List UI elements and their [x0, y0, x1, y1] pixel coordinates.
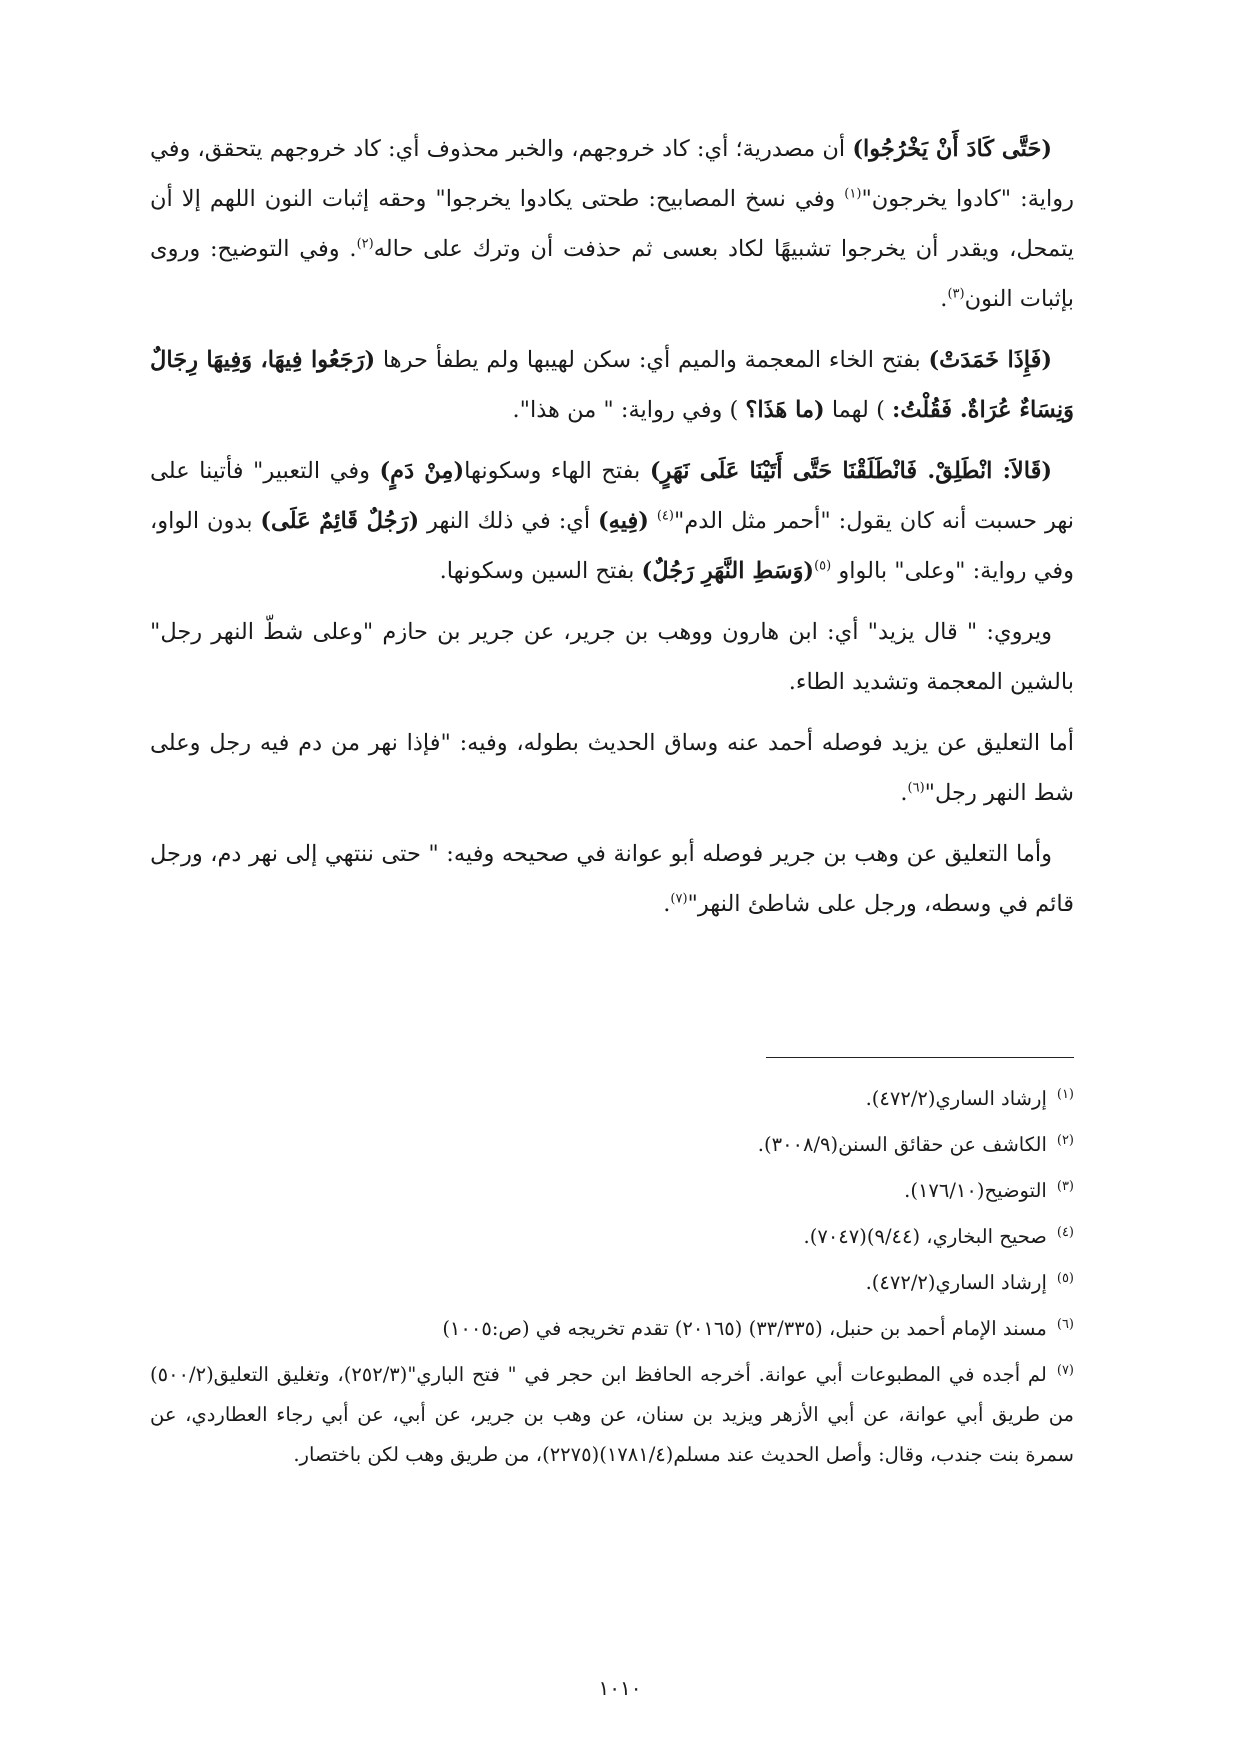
footnote	[150, 1305, 1074, 1349]
commentary-text: أما التعليق عن يزيد فوصله أحمد عنه وساق الحديث بطوله، وفيه: "فإذا نهر من دم فيه رجل وعلى شط النهر رجل"	[150, 730, 1074, 806]
footnote-number: (٢)	[1056, 1133, 1074, 1148]
paragraph	[150, 718, 1074, 818]
footnote-number: (٤)	[1056, 1225, 1074, 1240]
footnote	[150, 1167, 1074, 1211]
footnote	[150, 1351, 1074, 1475]
commentary-text: .	[663, 891, 671, 917]
paragraph	[150, 446, 1074, 596]
footnote-text: مسند الإمام أحمد بن حنبل، (٣٣/٣٣٥) (٢٠١٦٥) تقدم تخريجه في (ص:١٠٠٥)	[442, 1317, 1047, 1340]
footnote-text: صحيح البخاري، (٩/٤٤)(٧٠٤٧).	[803, 1225, 1047, 1248]
footnote-ref: (٦)	[907, 780, 925, 796]
commentary-text: بفتح الخاء المعجمة والميم أي: سكن لهيبها ولم يطفأ حرها	[375, 347, 929, 373]
footnote	[150, 1075, 1074, 1119]
paragraph	[150, 607, 1074, 707]
footnotes	[150, 1075, 1074, 1477]
footnote-ref: (٢)	[356, 236, 374, 252]
footnote-number: (٥)	[1056, 1271, 1074, 1286]
paragraph	[150, 335, 1074, 435]
commentary-text: ) لهما	[824, 397, 892, 423]
commentary-text: وأما التعليق عن وهب بن جرير فوصله أبو عوانة في صحيحه وفيه: " حتى ننتهي إلى نهر دم، ورجل قائم في وسطه، ورجل على شاطئ النهر"	[150, 841, 1074, 917]
commentary-text: . وفي التوضيح: وروى بإثبات النون	[150, 236, 1074, 312]
quoted-hadith-text: (حَتَّى كَادَ أَنْ يَخْرُجُوا)	[852, 136, 1052, 162]
quoted-hadith-text: (رَجَعُوا فِيهَا، وَفِيهَا رِجَالٌ وَنِسَاءٌ عُرَاةٌ. فَقُلْتُ:	[150, 347, 1074, 423]
commentary-text	[649, 508, 657, 534]
commentary-text: بفتح الهاء وسكونها	[464, 458, 650, 484]
footnote-text: إرشاد الساري(٤٧٢/٢).	[865, 1271, 1047, 1294]
paragraph	[150, 124, 1074, 324]
commentary-text: ) وفي رواية: " من هذا".	[512, 397, 746, 423]
quoted-hadith-text: (رَجُلٌ قَائِمٌ عَلَى)	[260, 508, 420, 534]
commentary-text: .	[900, 780, 908, 806]
footnote-ref: (٧)	[670, 891, 688, 907]
footnote-number: (٧)	[1056, 1363, 1074, 1378]
footnote-number: (٦)	[1056, 1317, 1074, 1332]
footnote-text: الكاشف عن حقائق السنن(٣٠٠٨/٩).	[757, 1133, 1047, 1156]
page-number: ١٠١٠	[598, 1676, 642, 1700]
commentary-text: .	[940, 286, 948, 312]
footnote-text: لم أجده في المطبوعات أبي عوانة. أخرجه الحافظ ابن حجر في " فتح الباري"(٢٥٢/٣)، وتغليق التعليق(٥٠٠/٢) من طريق أبي عوانة، عن أبي الأزهر ويزيد بن سنان، عن وهب بن جرير، عن أبي، عن أبي رجاء العطاردي، عن سمرة بنت جندب، وقال: وأصل الحديث عند مسلم(١٧٨١/٤)(٢٢٧٥)، من طريق وهب لكن باختصار.	[150, 1363, 1074, 1466]
footnote	[150, 1121, 1074, 1165]
quoted-hadith-text: (فَإِذَا خَمَدَتْ)	[928, 347, 1052, 373]
commentary-text: بفتح السين وسكونها.	[439, 558, 642, 584]
commentary-text: ويروي: " قال يزيد" أي: ابن هارون ووهب بن جرير، عن جرير بن حازم "وعلى شطّ النهر رجل" بالشين المعجمة وتشديد الطاء.	[150, 619, 1074, 695]
commentary-text: وفي نسخ المصابيح: طحتى يكادوا يخرجوا" وحقه إثبات النون اللهم إلا أن يتمحل، ويقدر أن يخرجوا تشبيهًا لكاد بعسى ثم حذفت أن وترك على حاله	[150, 186, 1075, 262]
commentary-text: وفي التعبير" فأتينا على نهر حسبت أنه كان يقول: "أحمر مثل الدم"	[150, 458, 1075, 534]
footnote-text: إرشاد الساري(٤٧٢/٢).	[865, 1087, 1047, 1110]
quoted-hadith-text: (مِنْ دَمٍ)	[379, 458, 465, 484]
quoted-hadith-text: (فِيهِ)	[598, 508, 649, 534]
footnote-number: (١)	[1056, 1087, 1074, 1102]
commentary-text: بدون الواو، وفي رواية: "وعلى" بالواو	[150, 508, 1074, 584]
footnote-ref: (٣)	[947, 286, 965, 302]
footnote-text: التوضيح(١٧٦/١٠).	[904, 1179, 1047, 1202]
footnote-number: (٣)	[1056, 1179, 1074, 1194]
quoted-hadith-text: (وَسَطِ النَّهَرِ رَجُلٌ)	[641, 558, 815, 584]
footnote-ref: (٥)	[814, 558, 832, 574]
paragraph	[150, 829, 1074, 929]
footnote-ref: (١)	[844, 186, 862, 202]
quoted-hadith-text: (قَالاَ: انْطَلِقْ. فَانْطَلَقْنَا حَتَّى أَتَيْنَا عَلَى نَهَرٍ)	[649, 458, 1052, 484]
footnote-divider	[766, 1057, 1074, 1058]
commentary-text: أي: في ذلك النهر	[419, 508, 599, 534]
footnote-ref: (٤)	[656, 508, 674, 524]
quoted-hadith-text: (ما هَذَا؟	[745, 397, 825, 423]
main-text	[150, 124, 1074, 940]
footnote	[150, 1213, 1074, 1257]
footnote	[150, 1259, 1074, 1303]
commentary-text: أن مصدرية؛ أي: كاد خروجهم، والخبر محذوف أي: كاد خروجهم يتحقق، وفي رواية: "كادوا يخرجون"	[150, 136, 1074, 212]
